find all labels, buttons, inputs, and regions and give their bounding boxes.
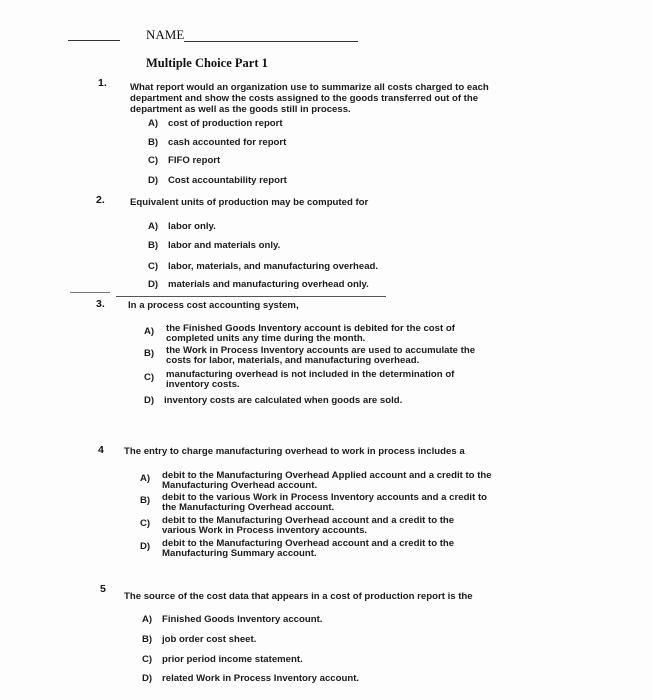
- option-letter: B): [148, 137, 159, 148]
- section-divider: [116, 296, 386, 297]
- question-4-option-a: [140, 471, 495, 491]
- option-letter: D): [148, 279, 159, 290]
- name-label: NAME: [146, 27, 185, 42]
- option-letter: C): [148, 261, 159, 272]
- question-2-option-a: [148, 222, 216, 232]
- option-text: debit to the various Work in Process Inventory accounts and a credit to the Manufacturing Overhead account.: [162, 492, 488, 513]
- option-letter: A): [142, 614, 153, 625]
- question-1-text: What report would an organization use to summarize all costs charged to each department and show the costs assigned to the goods transferred out of the department as well as the goods still in process.: [130, 82, 489, 115]
- option-text: manufacturing overhead is not included in the determination of inventory costs.: [166, 369, 455, 390]
- option-letter: D): [140, 541, 151, 552]
- question-4-option-d: [140, 539, 480, 559]
- question-3-option-c: [144, 370, 474, 390]
- option-text: FIFO report: [168, 155, 221, 166]
- option-letter: B): [148, 240, 159, 251]
- question-1-option-d: [148, 176, 287, 186]
- option-letter: C): [148, 155, 159, 166]
- option-letter: A): [144, 326, 155, 337]
- option-letter: D): [148, 175, 159, 186]
- question-3-option-b: [144, 346, 494, 366]
- option-text: prior period income statement.: [162, 654, 303, 665]
- top-divider: [68, 40, 120, 41]
- question-1-number: 1.: [98, 77, 107, 89]
- option-text: debit to the Manufacturing Overhead account and a credit to the various Work in Process inventory accounts.: [162, 515, 455, 536]
- option-letter: A): [148, 221, 159, 232]
- option-letter: B): [142, 634, 153, 645]
- option-text: inventory costs are calculated when goods are sold.: [164, 395, 403, 406]
- question-2-text: Equivalent units of production may be computed for: [130, 197, 369, 208]
- question-5-option-c: [142, 655, 303, 665]
- question-3-option-d: [144, 396, 402, 406]
- option-letter: B): [140, 495, 151, 506]
- margin-mark: [70, 292, 110, 293]
- option-text: cash accounted for report: [168, 137, 287, 148]
- question-4-text: The entry to charge manufacturing overhead to work in process includes a: [124, 446, 465, 457]
- option-letter: C): [144, 372, 155, 383]
- question-4-option-b: [140, 493, 495, 513]
- option-text: job order cost sheet.: [162, 634, 257, 645]
- option-text: the Finished Goods Inventory account is debited for the cost of completed units any time during the month.: [166, 323, 455, 344]
- option-text: debit to the Manufacturing Overhead account and a credit to the Manufacturing Summary account.: [162, 538, 455, 559]
- section-title: Multiple Choice Part 1: [146, 56, 268, 70]
- option-letter: D): [144, 395, 155, 406]
- question-5-text: The source of the cost data that appears in a cost of production report is the: [124, 591, 473, 602]
- option-text: related Work in Process Inventory account.: [162, 673, 360, 684]
- question-2-number: 2.: [96, 194, 105, 206]
- question-2-option-c: [148, 262, 378, 272]
- option-text: labor, materials, and manufacturing overhead.: [168, 261, 379, 272]
- option-letter: C): [142, 654, 153, 665]
- question-1-option-a: [148, 119, 283, 129]
- question-5-option-d: [142, 674, 359, 684]
- option-text: labor only.: [168, 221, 216, 232]
- question-4-number: 4: [98, 444, 104, 456]
- question-1-option-c: [148, 156, 220, 166]
- option-letter: B): [144, 348, 155, 359]
- option-text: labor and materials only.: [168, 240, 281, 251]
- option-text: materials and manufacturing overhead only.: [168, 279, 369, 290]
- name-blank-line: [184, 41, 358, 42]
- option-text: Finished Goods Inventory account.: [162, 614, 323, 625]
- option-letter: A): [140, 473, 151, 484]
- question-3-text: In a process cost accounting system,: [128, 300, 299, 311]
- question-5-option-b: [142, 635, 256, 645]
- question-3-option-a: [144, 324, 474, 344]
- option-text: cost of production report: [168, 118, 283, 129]
- option-text: debit to the Manufacturing Overhead Applied account and a credit to the Manufacturing Overhead account.: [162, 470, 492, 491]
- option-letter: A): [148, 118, 159, 129]
- option-text: the Work in Process Inventory accounts are used to accumulate the costs for labor, materials, and manufacturing overhead.: [166, 345, 476, 366]
- question-5-option-a: [142, 615, 322, 625]
- question-2-option-d: [148, 280, 369, 290]
- question-2-option-b: [148, 241, 280, 251]
- question-4-option-c: [140, 516, 480, 536]
- question-3-number: 3.: [96, 298, 105, 310]
- option-letter: C): [140, 518, 151, 529]
- question-5-number: 5: [100, 583, 106, 595]
- option-letter: D): [142, 673, 153, 684]
- option-text: Cost accountability report: [168, 175, 287, 186]
- question-1-option-b: [148, 138, 286, 148]
